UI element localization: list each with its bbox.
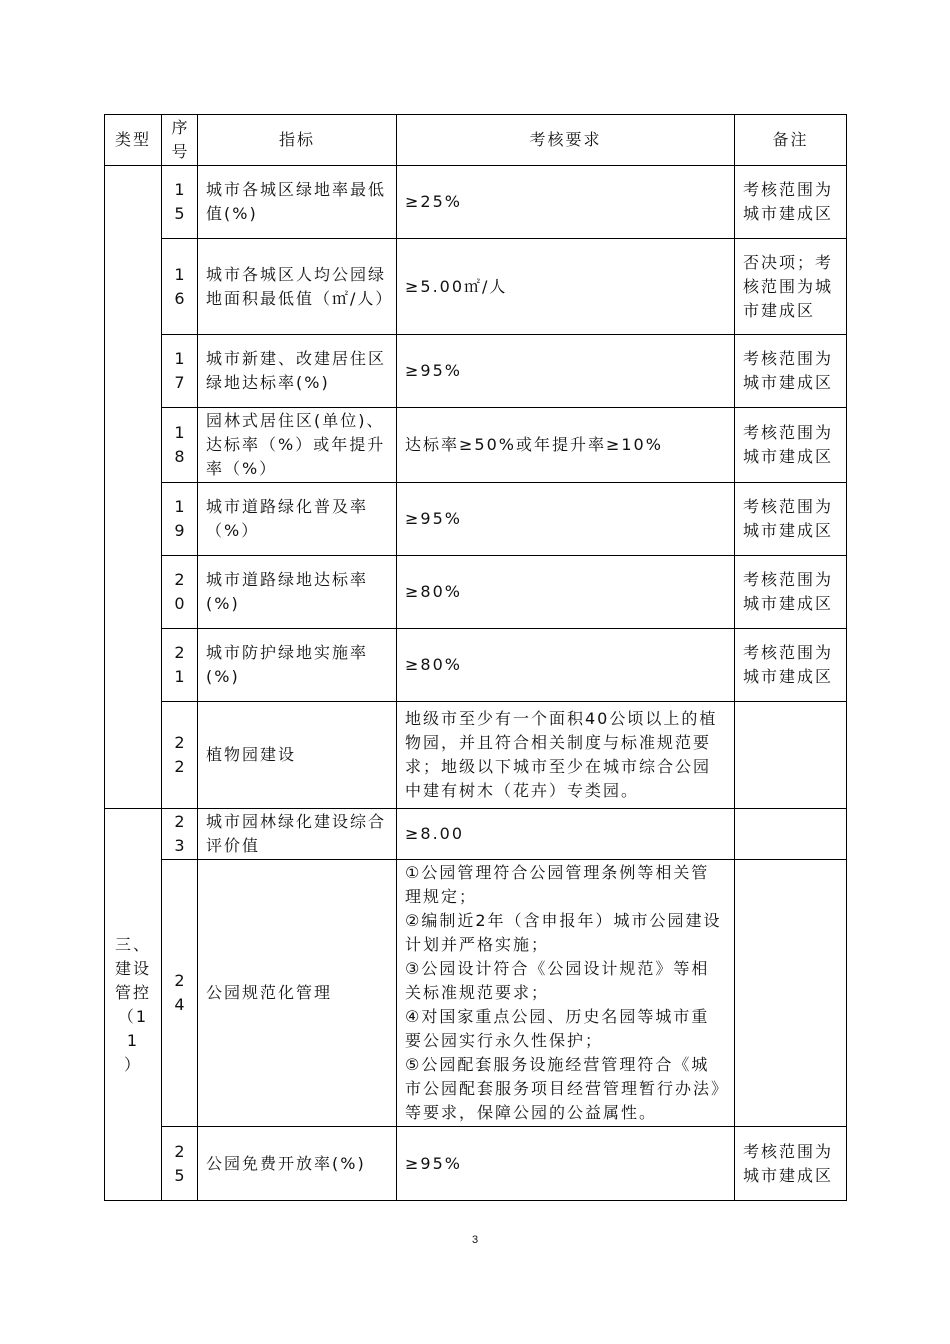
page-number: 3 [471, 1234, 479, 1246]
type-cell-construction-control: 三、 建设 管控 （11 ） [105, 809, 162, 1201]
indicator-table [104, 114, 847, 1201]
row-indicator: 城市道路绿化普及率（%） [198, 483, 397, 556]
row-indicator: 城市防护绿地实施率(%) [198, 629, 397, 702]
type-cell-continued [105, 166, 162, 809]
table-row [105, 335, 847, 408]
row-remark: 考核范围为城市建成区 [735, 629, 847, 702]
row-indicator: 城市道路绿地达标率(%) [198, 556, 397, 629]
row-remark [735, 809, 847, 860]
row-no: 20 [162, 556, 198, 629]
row-no: 15 [162, 166, 198, 239]
row-indicator: 城市各城区绿地率最低值(%) [198, 166, 397, 239]
table-row [105, 408, 847, 483]
table-row [105, 860, 847, 1127]
row-requirement: ≥95% [397, 483, 735, 556]
table-header-row [105, 115, 847, 166]
row-requirement: ≥5.00㎡/人 [397, 239, 735, 335]
table-row [105, 809, 847, 860]
header-no: 序 号 [162, 115, 198, 166]
row-remark: 考核范围为城市建成区 [735, 556, 847, 629]
row-indicator: 城市园林绿化建设综合评价值 [198, 809, 397, 860]
table-row [105, 166, 847, 239]
header-type: 类型 [105, 115, 162, 166]
row-requirement: 地级市至少有一个面积40公顷以上的植物园，并且符合相关制度与标准规范要求；地级以下城市至少在城市综合公园中建有树木（花卉）专类园。 [397, 702, 735, 809]
row-indicator: 公园免费开放率(%) [198, 1127, 397, 1201]
header-requirement: 考核要求 [397, 115, 735, 166]
row-requirement: ≥80% [397, 556, 735, 629]
header-remark: 备注 [735, 115, 847, 166]
row-no: 16 [162, 239, 198, 335]
row-no: 22 [162, 702, 198, 809]
row-remark [735, 860, 847, 1127]
row-indicator: 城市新建、改建居住区绿地达标率(%) [198, 335, 397, 408]
table-row [105, 629, 847, 702]
row-indicator: 植物园建设 [198, 702, 397, 809]
row-requirement: ≥95% [397, 1127, 735, 1201]
row-requirement: ≥8.00 [397, 809, 735, 860]
row-requirement: ①公园管理符合公园管理条例等相关管理规定； ②编制近2年（含申报年）城市公园建设计划并严格实施； ③公园设计符合《公园设计规范》等相关标准规范要求； ④对国家重点公园、历史名园等城市重要公园实行永久性保护； ⑤公园配套服务设施经营管理符合《城市公园配套服务项目经营管理暂行办法》等要求，保障公园的公益属性。 [397, 860, 735, 1127]
header-indicator: 指标 [198, 115, 397, 166]
row-no: 19 [162, 483, 198, 556]
table-row [105, 1127, 847, 1201]
table-row [105, 702, 847, 809]
row-indicator: 园林式居住区(单位)、达标率（%）或年提升率（%） [198, 408, 397, 483]
row-no: 23 [162, 809, 198, 860]
row-remark: 考核范围为城市建成区 [735, 166, 847, 239]
row-no: 25 [162, 1127, 198, 1201]
row-no: 17 [162, 335, 198, 408]
row-remark: 考核范围为城市建成区 [735, 408, 847, 483]
row-requirement: ≥25% [397, 166, 735, 239]
table-row [105, 556, 847, 629]
row-no: 18 [162, 408, 198, 483]
row-no: 21 [162, 629, 198, 702]
row-indicator: 城市各城区人均公园绿地面积最低值（㎡/人） [198, 239, 397, 335]
row-no: 24 [162, 860, 198, 1127]
row-remark: 考核范围为城市建成区 [735, 483, 847, 556]
row-requirement: 达标率≥50%或年提升率≥10% [397, 408, 735, 483]
table-row [105, 239, 847, 335]
row-remark: 考核范围为城市建成区 [735, 1127, 847, 1201]
row-remark: 否决项；考核范围为城市建成区 [735, 239, 847, 335]
table-row [105, 483, 847, 556]
row-indicator: 公园规范化管理 [198, 860, 397, 1127]
row-requirement: ≥80% [397, 629, 735, 702]
row-remark: 考核范围为城市建成区 [735, 335, 847, 408]
row-requirement: ≥95% [397, 335, 735, 408]
row-remark [735, 702, 847, 809]
